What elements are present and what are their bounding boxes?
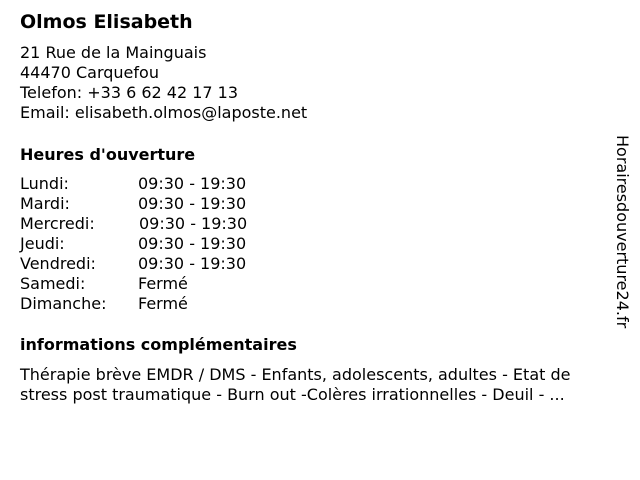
day-label: Lundi: [20,174,69,193]
time-value: Fermé [138,294,188,313]
description-line: stress post traumatique - Burn out -Colères irrationnelles - Deuil - ... [20,385,565,404]
hours-row-monday [20,174,320,194]
time-value: 09:30 - 19:30 [138,234,247,253]
additional-info-text [20,365,628,405]
hours-row-friday [20,254,320,274]
email-address: Email: elisabeth.olmos@laposte.net [20,103,308,122]
time-value: 09:30 - 19:30 [139,214,248,233]
time-value: 09:30 - 19:30 [138,194,247,213]
city-address: 44470 Carquefou [20,63,159,82]
time-value: 09:30 - 19:30 [138,254,247,273]
day-label: Mercredi: [20,214,95,233]
time-value: Fermé [138,274,188,293]
hours-row-thursday [20,234,320,254]
business-card [20,0,620,480]
hours-row-sunday [20,294,320,314]
opening-hours-heading: Heures d'ouverture [20,145,196,164]
day-label: Mardi: [20,194,70,213]
day-label: Samedi: [20,274,86,293]
phone-number: Telefon: +33 6 62 42 17 13 [20,83,239,102]
hours-row-saturday [20,274,320,294]
hours-row-wednesday [20,214,320,234]
day-label: Jeudi: [20,234,65,253]
day-label: Dimanche: [20,294,107,313]
street-address: 21 Rue de la Mainguais [20,43,207,62]
time-value: 09:30 - 19:30 [138,174,247,193]
description-line: Thérapie brève EMDR / DMS - Enfants, adolescents, adultes - Etat de [20,365,571,384]
additional-info-heading: informations complémentaires [20,335,297,354]
site-watermark: Horairesdouverture24.fr [613,135,632,329]
business-name: Olmos Elisabeth [20,11,193,33]
day-label: Vendredi: [20,254,96,273]
hours-row-tuesday [20,194,320,214]
contact-block [20,43,307,123]
opening-hours-table [20,174,320,314]
